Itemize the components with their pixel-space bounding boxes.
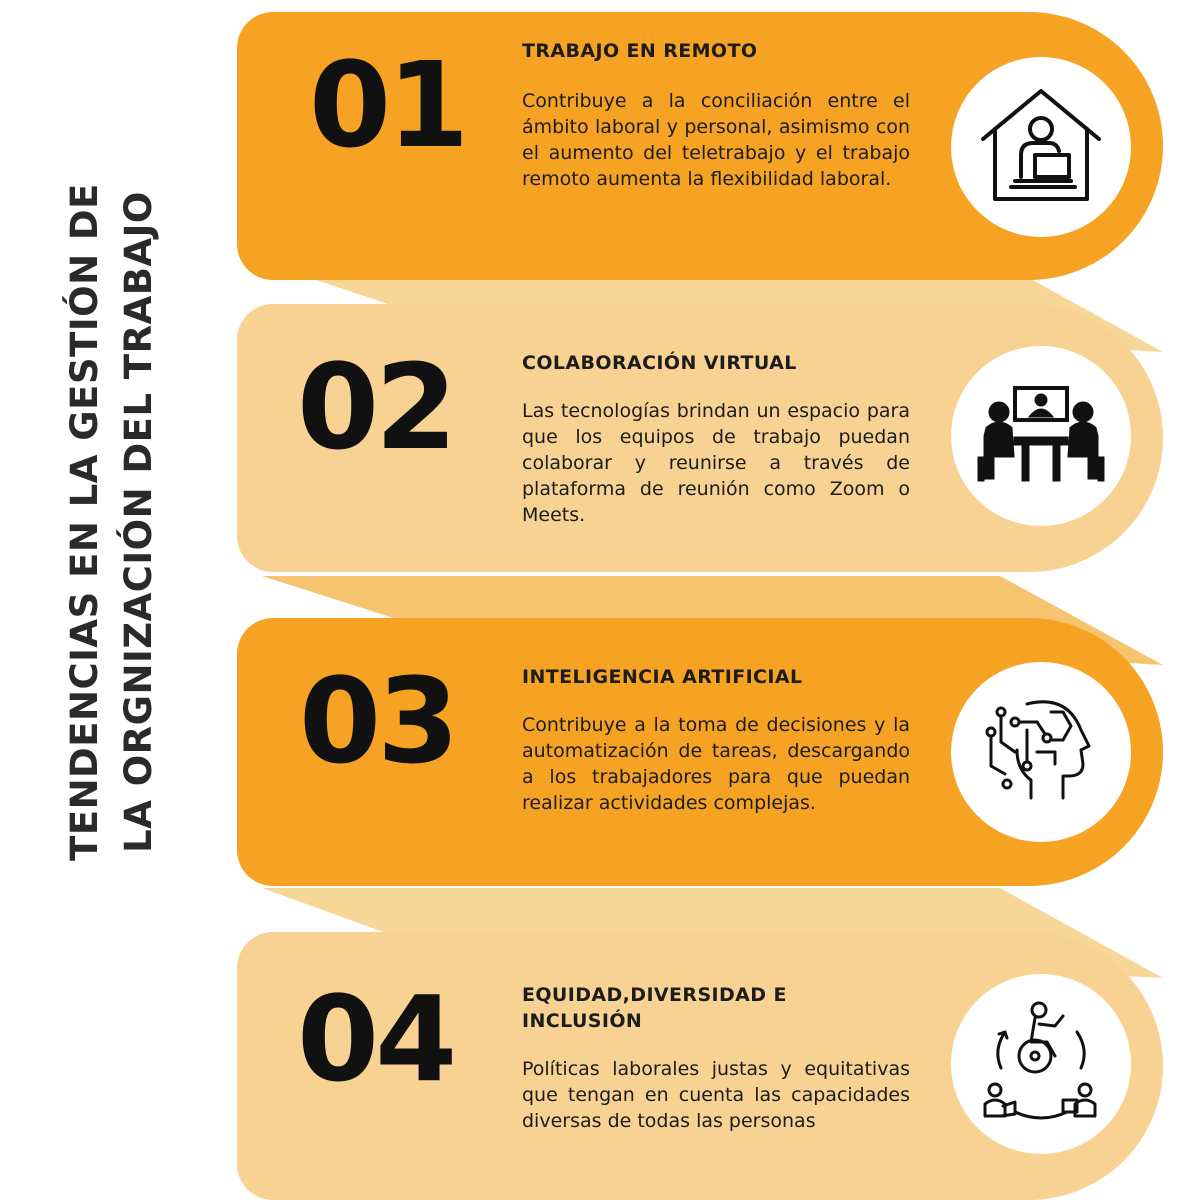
- card-inteligencia-artificial: [237, 618, 1163, 886]
- item-description: Contribuye a la conciliación entre el ámbito laboral y personal, asimismo con el aumento del teletrabajo y el trabajo remoto aumenta la flexibilidad laboral.: [522, 90, 910, 190]
- item-number: 02: [297, 338, 454, 476]
- video-meeting-icon: [971, 366, 1111, 506]
- side-title-line-1: TENDENCIAS EN LA GESTIÓN DE: [63, 183, 107, 861]
- item-description: Contribuye a la toma de decisiones y la automatización de tareas, descargando a los trabajadores para que puedan realizar actividades complejas.: [522, 714, 910, 814]
- ai-head-icon: [971, 682, 1111, 822]
- remote-work-house-icon: [971, 77, 1111, 217]
- icon-circle: [951, 57, 1131, 237]
- card-colaboracion-virtual: [237, 304, 1163, 572]
- item-description: Políticas laborales justas y equitativas que tengan en cuenta las capacidades diversas de todas las personas: [522, 1058, 910, 1132]
- icon-circle: [951, 346, 1131, 526]
- item-title: COLABORACIÓN VIRTUAL: [522, 352, 797, 374]
- item-number: 01: [309, 36, 466, 174]
- side-title-line-2: LA ORGNIZACIÓN DEL TRABAJO: [117, 191, 160, 853]
- item-description: Las tecnologías brindan un espacio para que los equipos de trabajo puedan colaborar y reunirse a través de plataforma de reunión como Zoom o Meets.: [522, 400, 910, 526]
- icon-circle: [951, 662, 1131, 842]
- inclusion-people-icon: [971, 994, 1111, 1134]
- card-trabajo-remoto: [237, 12, 1163, 280]
- item-number: 04: [297, 970, 454, 1108]
- item-number: 03: [299, 652, 456, 790]
- card-equidad-diversidad: [237, 932, 1163, 1200]
- item-title: TRABAJO EN REMOTO: [522, 40, 758, 62]
- item-title: INTELIGENCIA ARTIFICIAL: [522, 666, 803, 688]
- icon-circle: [951, 974, 1131, 1154]
- item-title: EQUIDAD,DIVERSIDAD E INCLUSIÓN: [522, 984, 787, 1032]
